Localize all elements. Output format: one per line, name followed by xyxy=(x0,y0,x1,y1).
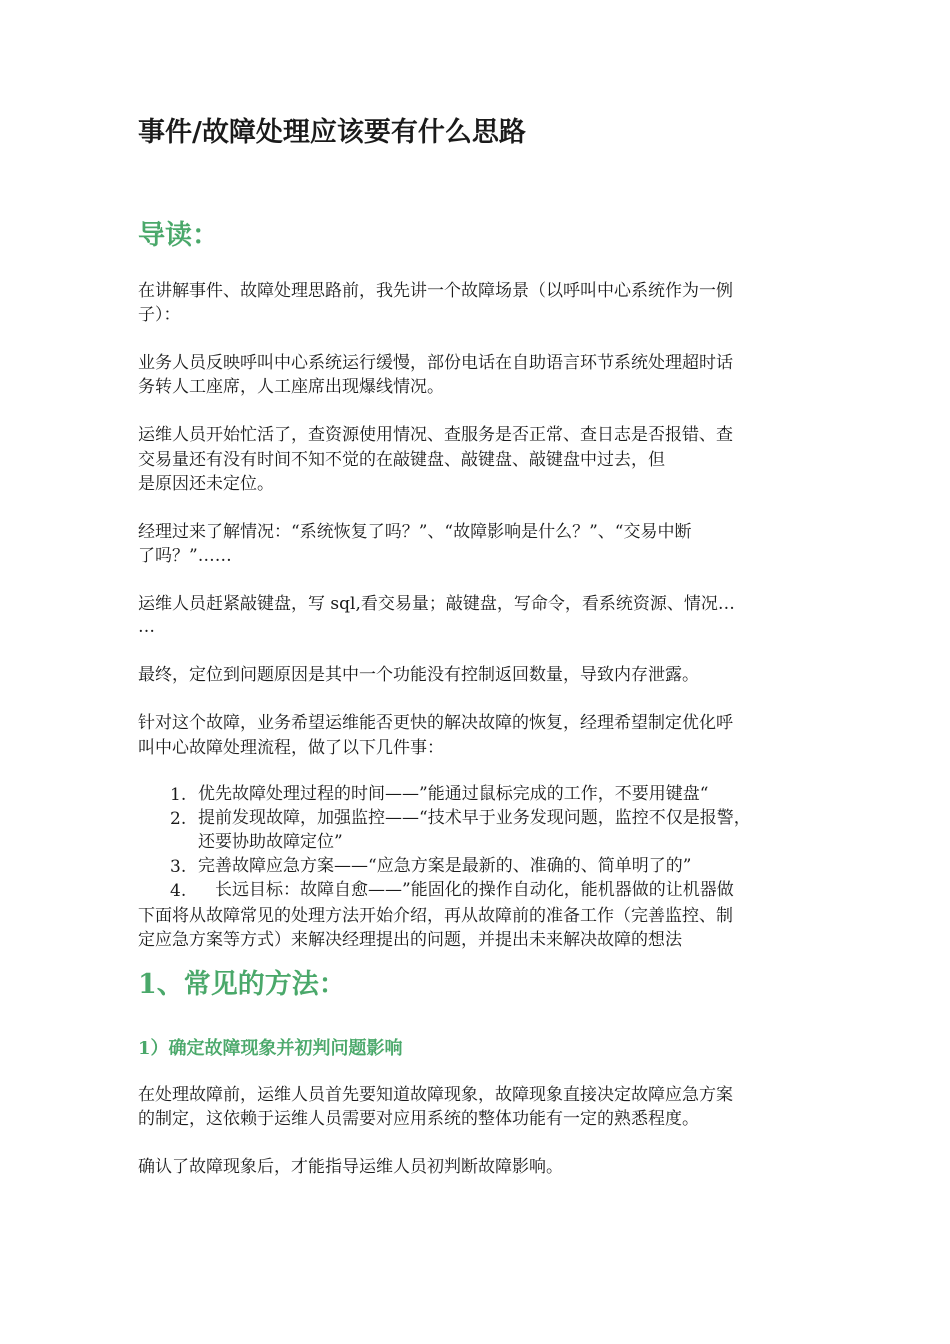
outro-line-2: 定应急方案等方式）来解决经理提出的问题，并提出未来解决故障的想法 xyxy=(138,930,682,950)
list-item-number: 4. xyxy=(170,881,187,901)
intro-paragraph-5-line-1: 运维人员赶紧敲键盘，写 sql,看交易量；敲键盘，写命令，看系统资源、情况… xyxy=(138,594,735,614)
intro-paragraph-2-line-2: 务转人工座席，人工座席出现爆线情况。 xyxy=(138,377,444,397)
intro-paragraph-1-line-2: 子）： xyxy=(138,305,181,325)
section-1-heading: 1、常见的方法： xyxy=(138,969,346,1000)
intro-paragraph-3-line-3: 是原因还未定位。 xyxy=(138,474,274,494)
intro-paragraph-2-line-1: 业务人员反映呼叫中心系统运行缓慢，部份电话在自助语言环节系统处理超时话 xyxy=(138,353,733,373)
intro-paragraph-6: 最终，定位到问题原因是其中一个功能没有控制返回数量，导致内存泄露。 xyxy=(138,665,699,685)
intro-paragraph-7-line-1: 针对这个故障，业务希望运维能否更快的解决故障的恢复，经理希望制定优化呼 xyxy=(138,713,733,733)
subsection-1-paragraph-1-line-2: 的制定，这依赖于运维人员需要对应用系统的整体功能有一定的熟悉程度。 xyxy=(138,1109,699,1129)
list-item-number: 1. xyxy=(170,785,187,805)
subsection-1-heading: 1）确定故障现象并初判问题影响 xyxy=(138,1038,403,1059)
list-item-number: 3. xyxy=(170,857,187,877)
intro-paragraph-3-line-2: 交易量还有没有时间不知不觉的在敲键盘、敲键盘、敲键盘中过去，但 xyxy=(138,450,665,470)
list-item-text: 完善故障应急方案——“应急方案是最新的、准确的、简单明了的” xyxy=(198,856,692,876)
intro-paragraph-1-line-1: 在讲解事件、故障处理思路前，我先讲一个故障场景（以呼叫中心系统作为一例 xyxy=(138,281,733,301)
subsection-1-paragraph-1-line-1: 在处理故障前，运维人员首先要知道故障现象，故障现象直接决定故障应急方案 xyxy=(138,1085,733,1105)
intro-paragraph-7-line-2: 叫中心故障处理流程，做了以下几件事： xyxy=(138,738,444,758)
intro-paragraph-3-line-1: 运维人员开始忙活了，查资源使用情况、查服务是否正常、查日志是否报错、查 xyxy=(138,425,733,445)
intro-paragraph-4-line-2: 了吗？”…… xyxy=(138,546,232,566)
intro-heading: 导读： xyxy=(138,220,219,251)
list-item-text-continued: 还要协助故障定位” xyxy=(198,832,343,852)
outro-line-1: 下面将从故障常见的处理方法开始介绍，再从故障前的准备工作（完善监控、制 xyxy=(138,906,733,926)
subsection-1-paragraph-2: 确认了故障现象后，才能指导运维人员初判断故障影响。 xyxy=(138,1157,563,1177)
intro-paragraph-5-line-2: … xyxy=(138,617,155,637)
list-item-number: 2. xyxy=(170,809,187,829)
list-item-text: 长远目标：故障自愈——”能固化的操作自动化，能机器做的让机器做 xyxy=(215,880,734,900)
page-title: 事件/故障处理应该要有什么思路 xyxy=(138,117,526,148)
list-item-text: 优先故障处理过程的时间——”能通过鼠标完成的工作，不要用键盘“ xyxy=(198,784,709,804)
intro-paragraph-4-line-1: 经理过来了解情况：“系统恢复了吗？”、“故障影响是什么？”、“交易中断 xyxy=(138,522,692,542)
list-item-text: 提前发现故障，加强监控——“技术早于业务发现问题，监控不仅是报警， xyxy=(198,808,751,828)
